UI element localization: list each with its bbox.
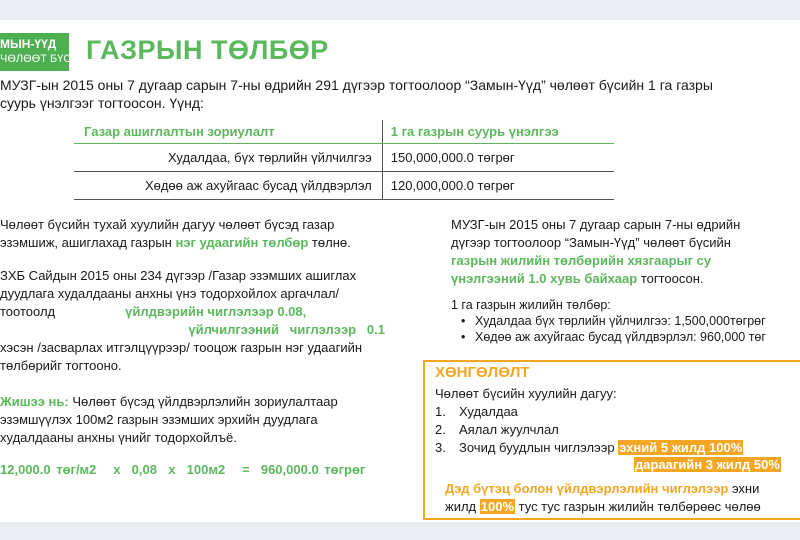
list-text: Худалдаа (459, 404, 518, 419)
list-text: Зочид буудлын чиглэлээр (459, 440, 619, 455)
one-time-fee-paragraph (0, 216, 395, 252)
text-segment: төлнө. (308, 235, 351, 250)
table-header-row (74, 120, 614, 144)
page-title: ГАЗРЫН ТӨЛБӨР (86, 35, 329, 65)
paragraph-line: дүгээр тогтоолоор “Замын-Үүд” чөлөөт бүсийн (451, 235, 731, 250)
paragraph-line: эзэмшүүлэх 100м2 газрын эзэмших эрхийн дуудлага (0, 412, 318, 427)
benefit-heading: ХӨНГӨЛӨЛТ (435, 364, 530, 381)
example-label: Жишээ нь: (0, 394, 69, 409)
table-cell: 150,000,000.0 төгрөг (382, 144, 614, 172)
benefit-list (435, 403, 743, 457)
list-number: 3. (435, 440, 446, 455)
list-item (435, 421, 743, 439)
fee-list (451, 313, 766, 345)
paragraph-line (0, 321, 385, 339)
intro-text (0, 76, 800, 112)
paragraph-line: дуудлага худалдааны анхны үнэ тодорхойлох аргачлал/ (0, 286, 340, 301)
table-header-purpose: Газар ашиглалтын зориулалт (74, 120, 382, 144)
paragraph-line: МУЗГ-ын 2015 оны 7 дугаар сарын 7-ны өдрийн (451, 217, 741, 232)
highlight-text: үйлчилгээний чиглэлээр 0.1 (188, 322, 385, 337)
list-item: • Хөдөө аж ахуйгаас бусад үйлдвэрлэл: 960,000 төг (461, 329, 766, 345)
paragraph-line: Чөлөөт бүсийн тухай хуулийн дагуу чөлөөт бүсэд газар (0, 217, 335, 232)
benefit-intro: Чөлөөт бүсийн хуулийн дагуу: (435, 386, 617, 401)
intro-line-2: суурь үнэлгээг тогтоосон. Үүнд: (0, 95, 204, 111)
text-segment: тоотоолд (0, 304, 56, 319)
paragraph-line (445, 480, 761, 498)
paragraph-line: худалдааны анхны үнийг тодорхойлъё. (0, 430, 237, 445)
table-cell: Хөдөө аж ахуйгаас бусад үйлдвэрлэл (74, 172, 382, 200)
paragraph-line: төлбөрийг тогтооно. (0, 358, 122, 373)
table-cell: Худалдаа, бүх төрлийн үйлчилгээ (74, 144, 382, 172)
coefficient-paragraph (0, 267, 385, 375)
highlight-badge: 100% (480, 499, 514, 514)
list-text: Аялал жуулчлал (459, 422, 559, 437)
paragraph-line (445, 498, 761, 516)
paragraph-line (0, 234, 395, 252)
highlight-text: нэг удаагийн төлбөр (175, 235, 309, 250)
rates-table (74, 120, 614, 200)
benefit-footer (445, 480, 761, 516)
text-segment: тогтоосон. (637, 271, 704, 286)
paragraph-line: ЗХБ Сайдын 2015 оны 234 дүгээр /Газар эзэмших ашиглах (0, 268, 357, 283)
annual-fee-list (451, 297, 766, 345)
annual-fee-paragraph (451, 216, 800, 288)
highlight-text: Дэд бүтэц болон үйлдвэрлэлийн чиглэлээр (445, 481, 729, 496)
text-segment: эзэмшиж, ашиглахад газрын (0, 235, 176, 250)
text-segment: эхни (728, 481, 760, 496)
highlight-badge: дараагийн 3 жилд 50% (635, 457, 780, 472)
paragraph-line (0, 393, 385, 411)
paragraph-line: газрын жилийн төлбөрийн хязгаарыг су (451, 253, 712, 268)
table-row (74, 172, 614, 200)
list-item (435, 439, 743, 457)
highlight-text: үйлдвэрийн чиглэлээр 0.08, (125, 304, 307, 319)
logo-line-1: МЫН-ҮҮД (0, 37, 57, 51)
intro-line-1: МУЗГ-ын 2015 оны 7 дугаар сарын 7-ны өдрийн 291 дүгээр тогтоолоор “Замын-Үүд” чөлөөт бүсийн 1 га газры (0, 77, 713, 93)
table-header-rate: 1 га газрын суурь үнэлгээ (382, 120, 614, 144)
slide (0, 20, 800, 522)
logo-line-2: ЧӨЛӨӨТ БҮС (0, 53, 72, 65)
text-segment: жилд (445, 499, 480, 514)
highlight-text: үнэлгээний 1.0 хувь байхаар (451, 271, 638, 286)
paragraph-line (451, 270, 800, 288)
list-number: 1. (435, 404, 446, 419)
example-paragraph (0, 393, 385, 447)
paragraph-line: хэсэн /засварлах итгэлцүүрээр/ тооцож газрын нэг удаагийн (0, 340, 363, 355)
table-cell: 120,000,000.0 төгрөг (382, 172, 614, 200)
highlight-badge: эхний 5 жилд 100% (619, 440, 743, 455)
paragraph-line (0, 303, 385, 321)
benefit-next-years (634, 457, 781, 472)
list-item (435, 403, 743, 421)
benefit-box (423, 360, 800, 520)
logo (0, 33, 72, 71)
text-segment: Чөлөөт бүсэд үйлдвэрлэлийн зориулалтаар (68, 394, 338, 409)
list-heading: 1 га газрын жилийн төлбөр: (451, 298, 611, 312)
list-number: 2. (435, 422, 446, 437)
table-row (74, 144, 614, 172)
text-segment: тус тус газрын жилийн төлбөрөөс чөлөө (515, 499, 761, 514)
list-item: • Худалдаа бүх төрлийн үйлчилгээ: 1,500,000төгрөг (461, 313, 766, 329)
benefit-body (435, 385, 743, 457)
fee-formula: 12,000.0 төг/м2 х 0,08 х 100м2 = 960,000.0 төгрөг (0, 462, 366, 477)
